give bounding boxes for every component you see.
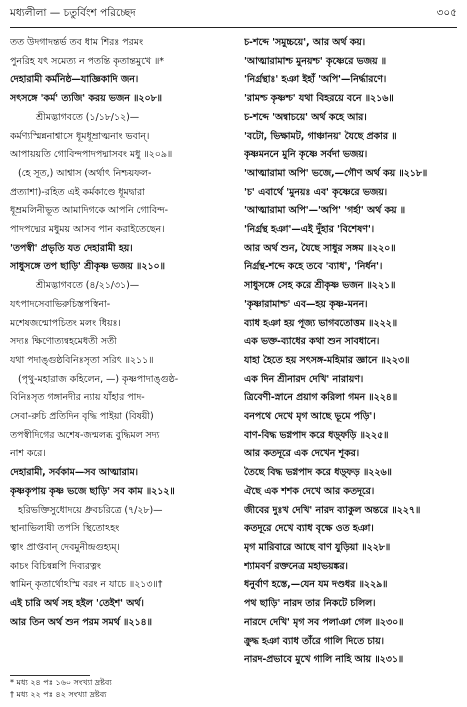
verse-line: 'রামশ্চ কৃষ্ণশ্চ' যথা বিহরয়ে বনে ॥২১৬॥ bbox=[244, 93, 394, 105]
text-line: দেহারামী, সর্বকাম—সব আত্মারাম। bbox=[10, 467, 139, 479]
verse-line: যাহা হৈতে হয় সৎসঙ্গ-মহিমার জ্ঞানে ॥২২৩॥ bbox=[244, 354, 410, 366]
verse-line: আর অর্থ শুন, যৈছে সাধুর সঙ্গম ॥২২০॥ bbox=[244, 242, 396, 254]
verse-line: 'আত্মারামাশ্চ মুনয়শ্চ' কৃষ্ণেরে ভজয় ॥ bbox=[244, 55, 387, 67]
verse-line: বাণ-বিদ্ধ ভগ্নপাদ করে ধড়্ফড়ি ॥২২৫॥ bbox=[244, 429, 389, 441]
verse-line: চ-শব্দে 'অন্বাচয়ে' অর্থ কহে আর। bbox=[244, 111, 367, 123]
text-line: যৎপাদসেবাভিরুচিস্তপস্বিনা- bbox=[10, 298, 111, 310]
text-line: সাধুসঙ্গে তপ ছাড়ি' শ্রীকৃষ্ণ ভজয় ॥২১০॥ bbox=[10, 261, 165, 273]
verse-line: 'চ' এবার্থে 'মুনয়ঃ এব' কৃষ্ণেরে ভজয়। bbox=[244, 186, 388, 198]
text-line: স্থানাভিলাষী তপসি স্থিতোঽহং bbox=[10, 523, 120, 535]
text-line: দেহারামী কর্মনিষ্ঠ—যাজ্ঞিকাদি জন। bbox=[10, 74, 139, 86]
page-number: ৩০৫ bbox=[436, 6, 457, 19]
verse-line: কতদূরে দেখে ব্যাধ বৃক্ষে ওত হঞা। bbox=[244, 523, 374, 535]
text-line: কৃষ্ণকৃপায় কৃষ্ণ ভজে ছাড়ি' সব কাম ॥২১২॥ bbox=[10, 485, 175, 497]
verse-line: বনপথে দেখে মৃগ আছে ভূমে পড়ি'। bbox=[244, 411, 376, 423]
right-column bbox=[244, 34, 458, 670]
verse-line: ঐছে এক শশক দেখে আর কতদূরে। bbox=[244, 485, 375, 497]
verse-line: ক্রুদ্ধ হঞা ব্যাধ তাঁরে গালি দিতে চায়। bbox=[244, 635, 385, 647]
verse-line: এক দিন শ্রীনারদ দেখি' নারায়ণ। bbox=[244, 373, 364, 385]
text-line: পাদপদ্মের মধুময় আসব পান করাইতেছেন। bbox=[10, 224, 165, 236]
verse-line: শ্যামবর্ণ রক্তনেত্র মহাভয়ঙ্কর। bbox=[244, 560, 348, 572]
page-header bbox=[10, 4, 457, 24]
text-line: শ্রীমদ্ভাগবতে (১/১৮/১২)— bbox=[36, 111, 140, 123]
running-title: মধ্যলীলা — চতুর্বিংশ পরিচ্ছেদ bbox=[10, 6, 136, 19]
text-line: আর তিন অর্থ শুন পরম সমর্থ ॥২১৪॥ bbox=[10, 616, 152, 628]
text-line: তপস্বীদিগের অশেষ-জন্মলব্ধ বুদ্ধিমল সদ্য bbox=[10, 429, 160, 441]
verse-line: 'নির্গ্রন্থাঃ' হঞা ইহাঁ 'অপি'—নির্দ্ধারণে। bbox=[244, 74, 387, 86]
text-line: যথা পদাঙ্গুষ্ঠবিনিঃসৃতা সরিৎ ॥২১১॥ bbox=[10, 354, 154, 366]
text-line: তত উদগাদন্তর্ভ তব ধাম শিরঃ পরমং bbox=[10, 37, 144, 48]
text-line: সেবা-রুচি প্রতিদিন বৃদ্ধি পাইয়া (বিষয়ী) bbox=[10, 411, 154, 423]
text-line: সদ্যঃ ক্ষিণোত্যন্বহমেধতী সতী bbox=[10, 336, 117, 348]
verse-line: ব্যাধ হঞা হয় পূজ্য ভাগবতোত্তম ॥২২২॥ bbox=[244, 317, 398, 329]
verse-line: 'কৃষ্ণারামাশ্চ' এব—হয় কৃষ্ণ-মনন। bbox=[244, 298, 368, 310]
verse-line: চ-শব্দে 'সমুচ্চয়ে', আর অর্থ কয়। bbox=[244, 37, 366, 48]
verse-line: নারদে দেখি' মৃগ সব পলাঞা গেল ॥২৩০॥ bbox=[244, 616, 404, 628]
text-line: মশেষজন্মোপচিতং মলং ধিয়ঃ। bbox=[10, 317, 121, 329]
verse-line: এক ভক্ত-ব্যাধের কথা শুন সাবধানে। bbox=[244, 336, 380, 348]
verse-line: মৃগ মারিবারে আছে বাণ যুড়িয়া ॥২২৮॥ bbox=[244, 541, 391, 553]
text-line: ত্বাং প্রাপ্তবান্ দেবমুনীন্দ্রগুহ্যম্। bbox=[10, 541, 120, 553]
text-line: 'তপস্বী' প্রভৃতি যত দেহারামী হয়। bbox=[10, 242, 133, 254]
verse-line: পথ ছাড়ি' নারদ তার নিকটে চলিল। bbox=[244, 598, 376, 610]
text-line: এই চারি অর্থ সহ হইল 'তেইশ' অর্থ। bbox=[10, 598, 144, 610]
text-line: ধূম্রমলিনীভূত আমাদিগকে আপনি গোবিন্দ- bbox=[10, 205, 169, 217]
text-line: স্বামিন্ কৃতার্থোঽস্মি বরং ন যাচে ॥২১৩॥† bbox=[10, 579, 163, 591]
verse-line: আর কতদূরে এক দেখেন শূকর। bbox=[244, 448, 360, 460]
text-line: (হে সূত,) আশ্বাস (অর্থাৎ নিশ্চয়ফল- bbox=[18, 167, 152, 179]
text-line: (পৃথু-মহারাজ কহিলেন, —) কৃষ্ণপাদাঙ্গুষ্ঠ- bbox=[18, 373, 179, 385]
text-line: পুনরিহ যৎ সমেত্য ন পতন্তি কৃতান্তমুখে ॥* bbox=[10, 55, 164, 67]
text-line: হরিভক্তিসুধোদয়ে ধ্রুবচরিত্রে (৭/২৮)— bbox=[18, 504, 163, 516]
footnote-1: * মধ্য ২৪ পঃ ১৬০ সংখ্যা দ্রষ্টব্য bbox=[10, 678, 112, 687]
text-line: নাশ করে। bbox=[10, 448, 46, 460]
text-line: প্রত্যাশা)-রহিত এই কর্মকাণ্ডে ধূমদ্বারা bbox=[10, 186, 145, 198]
left-column bbox=[10, 34, 232, 633]
verse-line: নারদ-প্রভাবে মুখে গালি নাহি আয় ॥২৩১॥ bbox=[244, 654, 404, 666]
verse-line: ধনুর্বাণ হস্তে,—যেন যম দণ্ডধর ॥২২৯॥ bbox=[244, 579, 388, 591]
verse-line: তৈছে বিদ্ধ ভগ্নপাদ করে ধড়্ফড় ॥২২৬॥ bbox=[244, 467, 392, 479]
verse-line: কৃষ্ণমননে মুনি কৃষ্ণে সর্বদা ভজয়। bbox=[244, 149, 368, 161]
verse-line: 'আত্মারামা অপি' ভজে,—গৌণ অর্থ কয় ॥২১৮॥ bbox=[244, 167, 428, 179]
verse-line: নির্গ্রন্থ-শব্দে কহে তবে 'ব্যাধ', 'নির্ধন'। bbox=[244, 261, 383, 273]
text-line: কাচং বিচিন্বন্নপি দিব্যরত্নং bbox=[10, 560, 101, 572]
header-rule bbox=[10, 27, 457, 28]
verse-line: 'বটো, ভিক্ষামট, গাঞ্চানয়' যৈছে প্রকার ॥ bbox=[244, 130, 397, 142]
footnote-2: † মধ্য ২২ পঃ ৪২ সংখ্যা দ্রষ্টব্য bbox=[10, 690, 107, 699]
verse-line: ত্রিবেণী-স্নানে প্রয়াগ করিলা গমন ॥২২৪॥ bbox=[244, 392, 398, 404]
text-line: শ্রীমদ্ভাগবতে (৪/২১/৩১)— bbox=[36, 280, 140, 292]
text-line: আপায়য়তি গোবিন্দপাদপদ্মাসবং মধু ॥২০৯॥ bbox=[10, 149, 173, 161]
text-line: কর্মণ্যস্মিন্ননাশ্বাসে ধূমধূম্রাত্মনাং ভবান্। bbox=[10, 130, 150, 142]
text-line: বিনিঃসৃত গঙ্গানদীর ন্যায় যাঁহার পাদ- bbox=[10, 392, 145, 404]
verse-line: জীবের দুঃখ দেখি' নারদ ব্যাকুল অন্তরে ॥২২৭॥ bbox=[244, 504, 421, 516]
footnote-rule bbox=[10, 675, 90, 676]
verse-line: 'আত্মারামা অপি'—'অপি' 'গর্হা' অর্থ কয় ॥ bbox=[244, 205, 406, 217]
text-line: সৎসঙ্গে 'কর্ম' ত্যজি' করয় ভজন ॥২০৮॥ bbox=[10, 93, 162, 105]
verse-line: সাধুসঙ্গে সেহ করে শ্রীকৃষ্ণ ভজন ॥২২১॥ bbox=[244, 280, 396, 292]
verse-line: 'নির্গ্রন্থ হঞা'—এই দুঁহার 'বিশেষণ'। bbox=[244, 224, 375, 236]
